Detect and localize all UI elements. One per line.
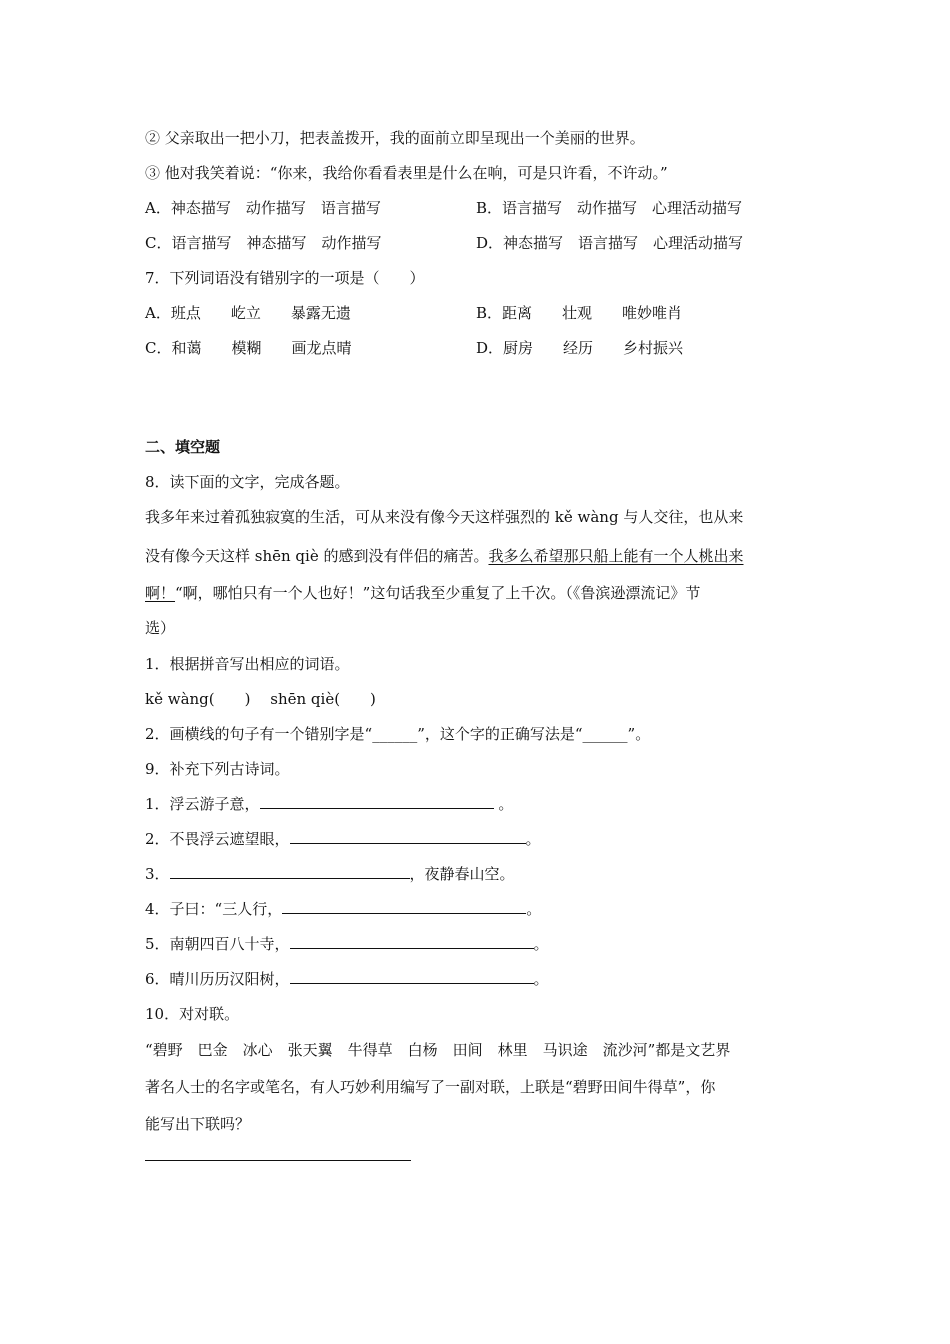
q9-item-6 xyxy=(145,969,549,989)
q7-option-c[interactable]: C．和蔼 模糊 画龙点晴 xyxy=(145,339,352,357)
q6-option-d[interactable]: D．神态描写 语言描写 心理活动描写 xyxy=(476,234,744,252)
q10-text-line-3: 能写出下联吗？ xyxy=(145,1115,251,1133)
q6-option-b[interactable]: B．语言描写 动作描写 心理活动描写 xyxy=(476,199,743,217)
q7-option-d[interactable]: D．厨房 经历 乡村振兴 xyxy=(476,339,684,357)
q8-passage-text: “啊，哪怕只有一个人也好！”这句话我至少重复了上千次。（《鲁滨逊漂流记》节 xyxy=(175,584,701,602)
q9-item-1 xyxy=(145,794,513,814)
poem-prompt: 1．浮云游子意， xyxy=(145,795,260,813)
poem-suffix: 。 xyxy=(493,795,514,813)
poem-suffix: 。 xyxy=(533,970,549,988)
q6-sentence-2: ② 父亲取出一把小刀，把表盖拨开，我的面前立即呈现出一个美丽的世界。 xyxy=(145,129,645,147)
q8-underlined-sentence: 我多么希望那只船上能有一个人桃出来 xyxy=(488,547,744,565)
poem-prompt: 3． xyxy=(145,865,170,883)
q10-text-line-1: “碧野 巴金 冰心 张天翼 牛得草 白杨 田间 林里 马识途 流沙河”都是文艺界 xyxy=(145,1041,731,1059)
answer-blank[interactable] xyxy=(170,864,410,879)
q8-passage-line-3 xyxy=(145,583,700,603)
poem-prompt: 6．晴川历历汉阳树， xyxy=(145,970,290,988)
poem-suffix: 。 xyxy=(526,900,542,918)
q10-stem: 10．对对联。 xyxy=(145,1005,240,1023)
q9-stem: 9．补充下列古诗词。 xyxy=(145,760,290,778)
q9-item-3 xyxy=(145,864,515,884)
q7-option-a[interactable]: A．班点 屹立 暴露无遗 xyxy=(145,304,351,322)
q8-stem: 8．读下面的文字，完成各题。 xyxy=(145,473,350,491)
poem-suffix: 。 xyxy=(533,935,549,953)
q7-option-b[interactable]: B．距离 壮观 唯妙唯肖 xyxy=(476,304,683,322)
q6-option-c[interactable]: C．语言描写 神态描写 动作描写 xyxy=(145,234,382,252)
poem-prompt: 2．不畏浮云遮望眼， xyxy=(145,830,290,848)
q8-sub-question-1: 1．根据拼音写出相应的词语。 xyxy=(145,655,350,673)
q10-text-line-2: 著名人士的名字或笔名，有人巧妙利用编写了一副对联，上联是“碧野田间牛得草”，你 xyxy=(145,1078,716,1096)
q8-passage-line-4: 选） xyxy=(145,619,176,637)
q8-pinyin-blanks[interactable]: kě wàng( ) shēn qiè( ) xyxy=(145,690,376,708)
poem-suffix: 。 xyxy=(525,830,541,848)
q8-passage-text: 没有像今天这样 shēn qiè 的感到没有伴侣的痛苦。 xyxy=(145,547,489,565)
poem-prompt: 4．子曰：“三人行， xyxy=(145,900,283,918)
q10-answer-blank[interactable] xyxy=(145,1160,411,1161)
poem-prompt: 5．南朝四百八十寺， xyxy=(145,935,290,953)
q8-passage-line-1: 我多年来过着孤独寂寞的生活，可从来没有像今天这样强烈的 kě wàng 与人交往，也从来 xyxy=(145,508,744,526)
section-title-fill-in: 二、填空题 xyxy=(145,438,221,456)
poem-suffix: ，夜静春山空。 xyxy=(409,865,515,883)
answer-blank[interactable] xyxy=(260,794,494,809)
answer-blank[interactable] xyxy=(290,934,534,949)
q9-item-2 xyxy=(145,829,541,849)
q8-underlined-sentence-end: 啊！ xyxy=(145,584,176,602)
answer-blank[interactable] xyxy=(290,969,534,984)
q6-option-a[interactable]: A．神态描写 动作描写 语言描写 xyxy=(145,199,381,217)
q9-item-4 xyxy=(145,899,541,919)
q8-passage-line-2 xyxy=(145,546,744,566)
q7-stem: 7．下列词语没有错别字的一项是（ ） xyxy=(145,269,425,287)
answer-blank[interactable] xyxy=(290,829,526,844)
answer-blank[interactable] xyxy=(282,899,526,914)
q8-sub-question-2[interactable]: 2．画横线的句子有一个错别字是“______”，这个字的正确写法是“______”。 xyxy=(145,725,651,743)
q6-sentence-3: ③ 他对我笑着说：“你来，我给你看看表里是什么在响，可是只许看，不许动。” xyxy=(145,164,668,182)
q9-item-5 xyxy=(145,934,549,954)
